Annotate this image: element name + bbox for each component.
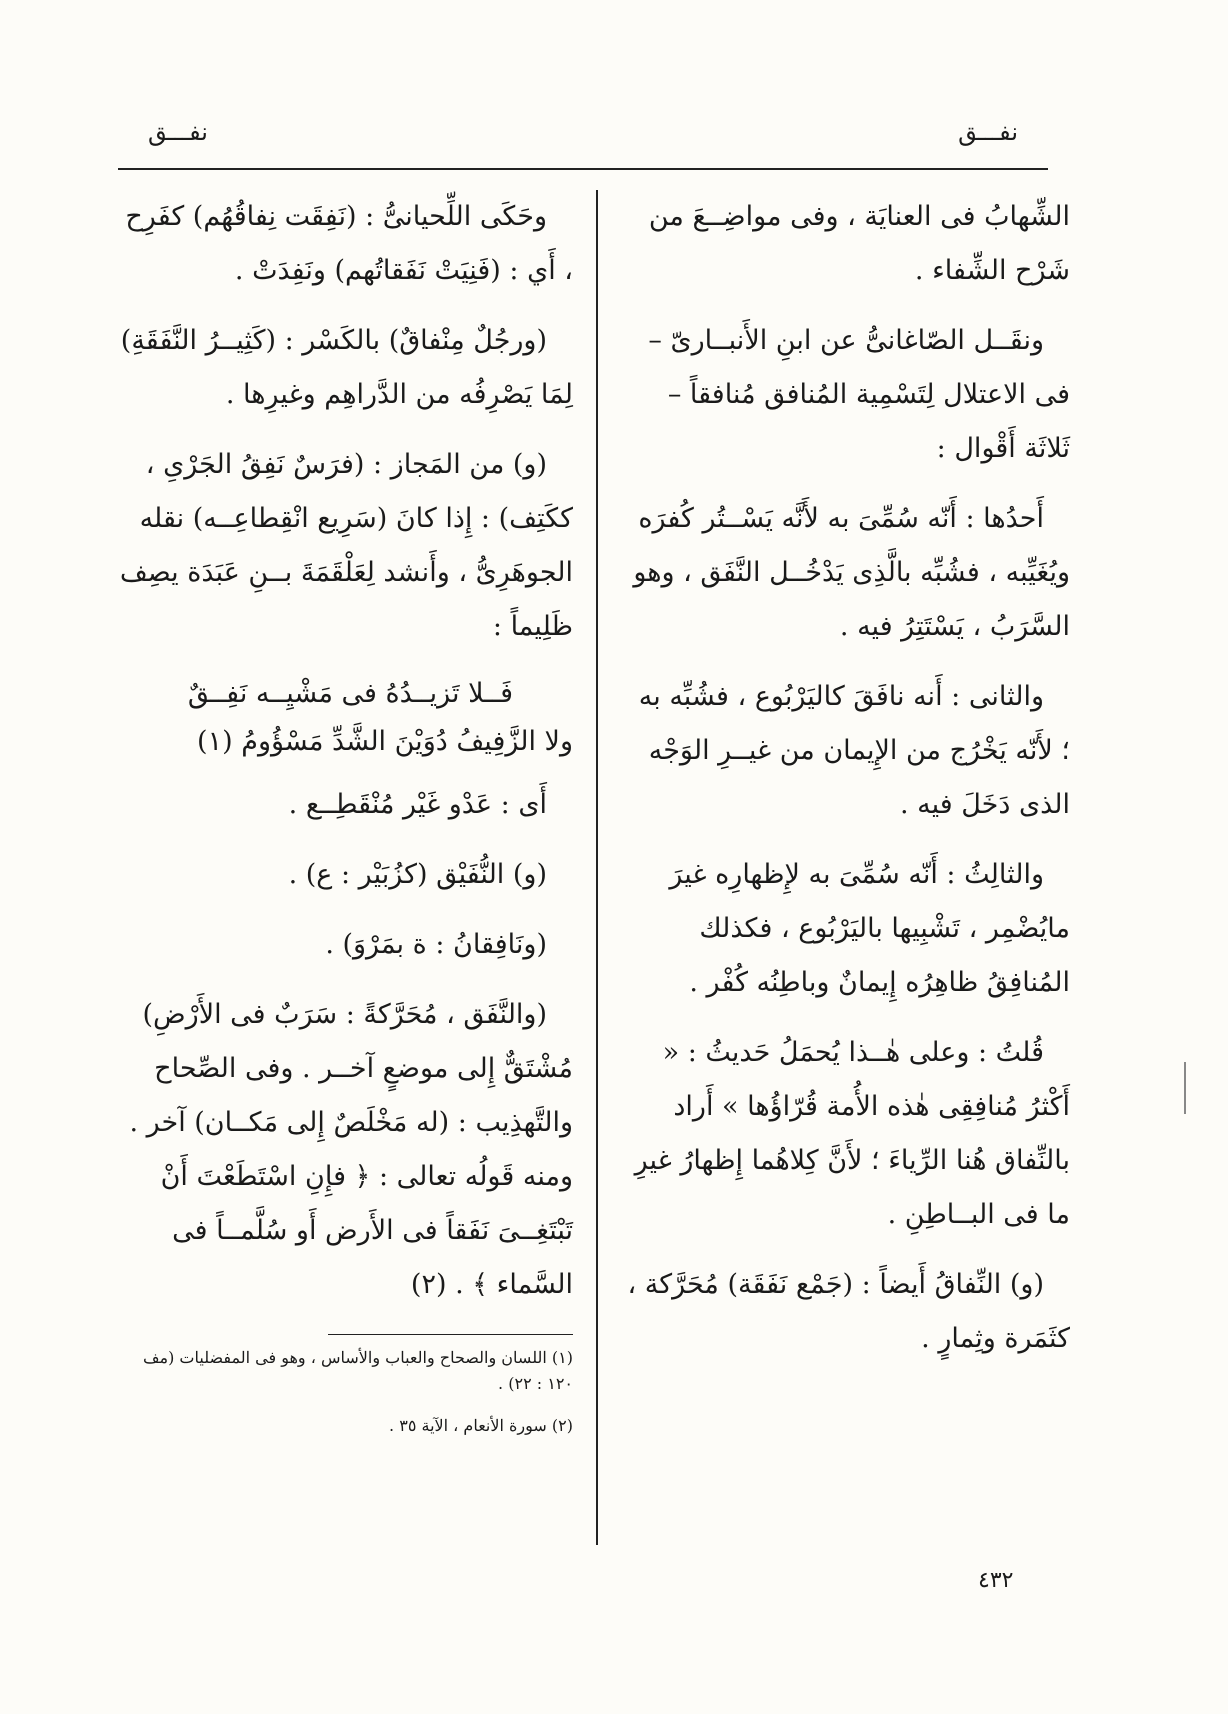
paragraph: والثالِثُ : أَنّه سُمِّىَ به لإِظهارِه غيرَ مايُضْمِر ، تَشْبِيها باليَرْبُوع ، فكذلك المُنافِقُ ظاهِرُه إِيمانٌ وباطِنُه كُفْر . <box>669 859 1070 998</box>
header-divider <box>118 168 1048 170</box>
paragraph: (و) من المَجاز : (فرَسٌ نَفِقُ الجَرْىِ ، ككَتِف) : إِذا كانَ (سَرِيع انْقِطاعِــه) نقله الجوهَرِىُّ ، وأَنشد لِعَلْقَمَةَ بــنِ عَبَدَة يصِف ظَلِيماً : <box>119 449 573 642</box>
paragraph: قُلتُ : وعلى هٰــذا يُحمَلُ حَديثُ : « أَكْثرُ مُنافِقِى هٰذه الأُمة قُرّاؤُها » أَراد بالنِّفاق هُنا الرِّياءَ ؛ لأَنَّ كِلاهُما إِظهارُ غيرِ ما فى البــاطِنِ . <box>634 1037 1070 1230</box>
running-header-left: نفـــق <box>148 118 208 146</box>
footnote: (٢) سورة الأنعام ، الآية ٣٥ . <box>389 1416 573 1435</box>
footnote: (١) اللسان والصحاح والعباب والأساس ، وهو فى المفضليات (مف ١٢٠ : ٢٢) . <box>142 1348 573 1393</box>
scan-mark <box>1184 1062 1186 1114</box>
paragraph: (والنَّفَق ، مُحَرَّكةً : سَرَبٌ فى الأَرْضِ) مُشْتَقٌّ إِلى موضعٍ آخــر . وفى الصِّحاح والتَّهذِيب : (له مَخْلَصٌ إِلى مَكــان) آخر . ومنه قَولُه تعالى : ﴿ فإِنِ اسْتَطَعْتَ أَنْ تَبْتَغِــىَ نَفَقاً فى الأَرض أَو سُلَّمــاً فى السَّماء ﴾ . (٢) <box>129 999 573 1300</box>
footnote-divider <box>328 1334 573 1335</box>
right-column <box>622 190 1070 1382</box>
paragraph: (ونَافِقانُ : ة بمَرْوَ) . <box>325 929 547 960</box>
paragraph: وحَكَى اللِّحيانىُّ : (نَفِقَت نِفاقُهُم) كفَرِح ، أَي : (فَنِيَتْ نَفَقاتُهم) ونَفِدَتْ . <box>125 201 573 286</box>
paragraph: (ورجُلٌ مِنْفاقٌ) بالكَسْر : (كَثِيــرُ النَّفَقَةِ) لِمَا يَصْرِفُه من الدَّراهِم وغيرِها . <box>120 325 573 410</box>
paragraph: أَحدُها : أَنّه سُمِّىَ به لأَنَّه يَسْــتُر كُفرَه ويُغَيِّبه ، فشُبِّه بالَّذِى يَدْخُــل النَّفَق ، وهو السَّرَبُ ، يَسْتَتِرُ فيه . <box>633 503 1070 642</box>
paragraph: ونقَــل الصّاغانىُّ عن ابنِ الأَنبــارىّ – فى الاعتلال لِتَسْمِية المُنافق مُنافقاً – ثَلاثَة أَقْوال : <box>648 325 1070 464</box>
paragraph: والثانى : أَنه نافَقَ كاليَرْبُوع ، فشُبِّه به ؛ لأَنّه يَخْرُج من الإِيمان من غيــرِ الوَجْه الذى دَخَلَ فيه . <box>638 681 1070 820</box>
verse-hemistich-1: فَــلا تَزيــدُهُ فى مَشْيِــه نَفِــقٌ <box>187 678 513 709</box>
paragraph: (و) النِّفاقُ أَيضاً : (جَمْع نَفَقَة) مُحَرَّكة ، كثَمَرة وثِمارٍ . <box>627 1269 1070 1354</box>
paragraph: (و) النُّفَيْق (كزُبَيْر : ع) . <box>288 859 547 890</box>
verse-hemistich-2: ولا الزَّفِيفُ دُوَيْنَ الشَّدِّ مَسْؤُومُ (١) <box>197 726 573 757</box>
paragraph: الشِّهابُ فى العنايَة ، وفى مواضِــعَ من شَرْح الشِّفاء . <box>648 201 1070 286</box>
page-number: ٤٣٢ <box>978 1568 1014 1593</box>
left-column <box>118 190 573 1455</box>
column-divider <box>596 190 598 1545</box>
running-header-right: نفـــق <box>958 118 1018 146</box>
paragraph: أَى : عَدْو غَيْر مُنْقَطِــع . <box>288 789 547 820</box>
poetry-verse <box>118 670 573 766</box>
